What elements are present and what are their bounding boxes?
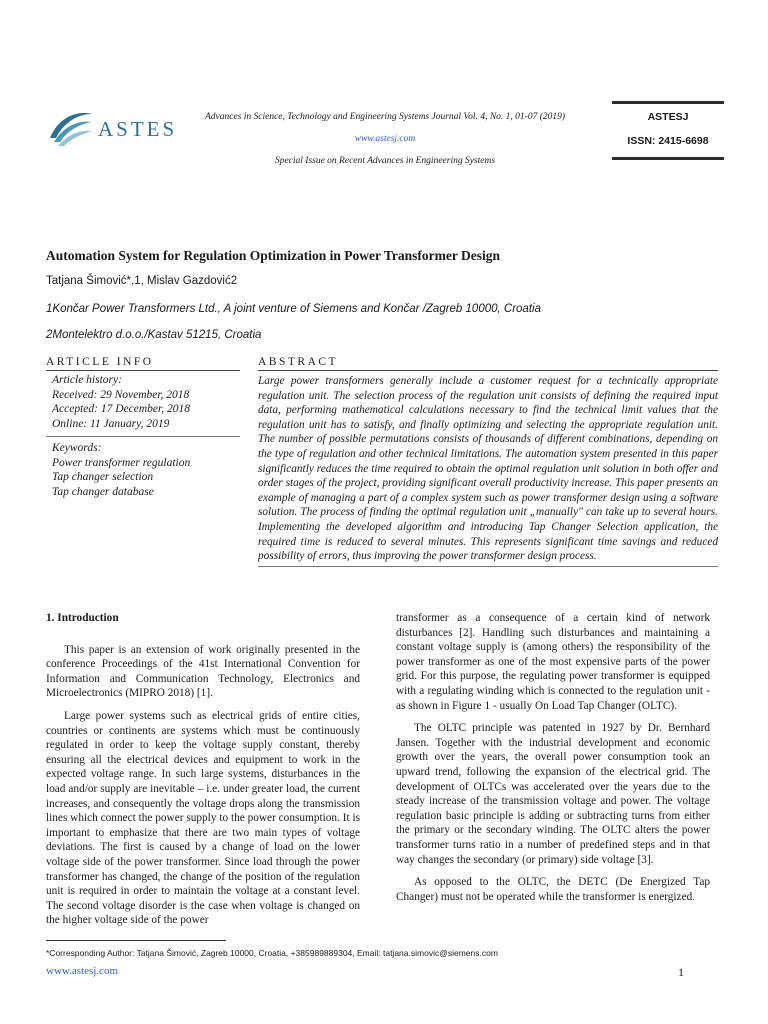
corresponding-author-footnote: *Corresponding Author: Tatjana Šimović, Zagreb 10000, Croatia, +385989889304, Email: tatjana.simovic@siemens.com bbox=[46, 948, 498, 958]
body-paragraph: The OLTC principle was patented in 1927 by Dr. Bernhard Jansen. Together with the industrial development and economic growth over the years, the overall power consumption took an upward trend, following the expansion of the electrical grid. The development of OLTCs was accelerated over the years due to the steady increase of the transmission voltage and power. The voltage regulation basic principle is adding or subtracting turns from either the primary or the secondary winding. The OLTC alters the power transformer turns ratio in a number of predefined steps and in that way changes the secondary (or primary) side voltage [3]. bbox=[396, 722, 710, 866]
astes-logo bbox=[46, 104, 176, 152]
online-date: Online: 11 January, 2019 bbox=[52, 417, 170, 430]
footer-url-link[interactable]: www.astesj.com bbox=[46, 965, 118, 977]
astesj-label: ASTESJ bbox=[647, 111, 689, 123]
accepted-date: Accepted: 17 December, 2018 bbox=[52, 403, 190, 415]
section-heading: 1. Introduction bbox=[46, 612, 119, 624]
keywords-label: Keywords: bbox=[52, 442, 102, 454]
article-history bbox=[46, 373, 240, 431]
body-right-column bbox=[396, 611, 710, 912]
affiliation-2: 2Montelektro d.o.o./Kastav 51215, Croatia bbox=[46, 329, 262, 341]
special-issue: Special Issue on Recent Advances in Engineering Systems bbox=[274, 156, 496, 166]
paper-title: Automation System for Regulation Optimization in Power Transformer Design bbox=[46, 248, 500, 263]
page-number: 1 bbox=[678, 965, 684, 979]
journal-url-link[interactable]: www.astesj.com bbox=[354, 134, 416, 144]
issn-label: ISSN: 2415-6698 bbox=[627, 135, 709, 147]
body-paragraph: transformer as a consequence of a certain kind of network disturbances [2]. Handling such disturbances and maintaining a constant voltage supply is (among others) the responsibility of the power transformer as one of the most expensive parts of the power grid. For this purpose, the regulating power transformer is equipped with a regulating winding which is connected to the regulation unit - as shown in Figure 1 - usually On Load Tap Changer (OLTC). bbox=[396, 612, 710, 712]
logo-text: ASTES bbox=[98, 117, 178, 141]
keyword-item: Tap changer database bbox=[52, 485, 154, 498]
astes-wave-icon bbox=[46, 104, 96, 152]
body-left-column bbox=[46, 611, 360, 936]
journal-header bbox=[190, 111, 580, 168]
keyword-item: Tap changer selection bbox=[52, 471, 154, 483]
paper-authors: Tatjana Šimović*,1, Mislav Gazdović2 bbox=[46, 275, 238, 287]
affiliation-1: 1Končar Power Transformers Ltd., A joint venture of Siemens and Končar /Zagreb 10000, Croatia bbox=[46, 303, 541, 315]
journal-line: Advances in Science, Technology and Engineering Systems Journal Vol. 4, No. 1, 01-07 (2019) bbox=[204, 112, 566, 122]
issn-block bbox=[612, 111, 724, 147]
body-paragraph: Large power systems such as electrical grids of entire cities, countries or continents are systems which must be continuously regulated in order to keep the voltage supply constant, thereby ensuring all the electrical devices and equipment to work in the expected voltage range. In such large systems, disturbances in the load and/or supply are inevitable – i.e. under greater load, the current increases, and consequently the voltage drops along the transmission lines which connect the power supply to the power consumption. It is important to emphasize that there are two main types of voltage deviations. The first is caused by a change of load on the lower voltage side of the power transformer. Since load through the power transformer has changed, the change of the position of the regulation unit is required in order to maintain the voltage at a constant level. The second voltage disorder is the case when voltage is changed on the higher voltage side of the power bbox=[46, 709, 360, 927]
received-date: Received: 29 November, 2018 bbox=[52, 388, 190, 401]
divider-top bbox=[612, 101, 724, 104]
article-info-heading: ARTICLE INFO bbox=[46, 356, 240, 371]
footnote-divider bbox=[46, 940, 226, 941]
abstract-text: Large power transformers generally include a customer request for a technically appropriate regulation unit. The selection process of the regulation unit consists of defining the required input data, performing mathematical calculations necessary to find the technical limit values that the regulation unit has to satisfy, and finally optimizing and selecting the appropriate regulation unit. The number of possible permutations consists of thousands of different combinations, depending on the type of regulation and other technical limitations. The automation system presented in this paper significantly reduces the time required to obtain the optimal regulation unit solution in both offer and order stages of the project, providing significant overall productivity increase. This paper presents an example of managing a part of a complex system such as power transformer design using a software solution. The process of finding the optimal regulation unit „manually" can take up to several hours. Implementing the developed algorithm and introducing Tap Changer Selection application, the required time is reduced to several minutes. This represents significant time savings and reduced possibility of errors, thus improving the power transformer design process. bbox=[258, 374, 718, 567]
keyword-item: Power transformer regulation bbox=[52, 456, 191, 469]
keywords-block bbox=[46, 441, 240, 499]
divider-bottom bbox=[612, 157, 724, 160]
history-label: Article history: bbox=[52, 374, 122, 386]
body-paragraph: As opposed to the OLTC, the DETC (De Energized Tap Changer) must not be operated while the transformer is energized. bbox=[396, 876, 710, 903]
body-paragraph: This paper is an extension of work originally presented in the conference Proceedings of the 41st International Convention for Information and Communication Technology, Electronics and Microelectronics (MIPRO 2018) [1]. bbox=[46, 643, 360, 700]
abstract-heading: ABSTRACT bbox=[258, 356, 718, 371]
article-info-divider bbox=[46, 436, 240, 437]
